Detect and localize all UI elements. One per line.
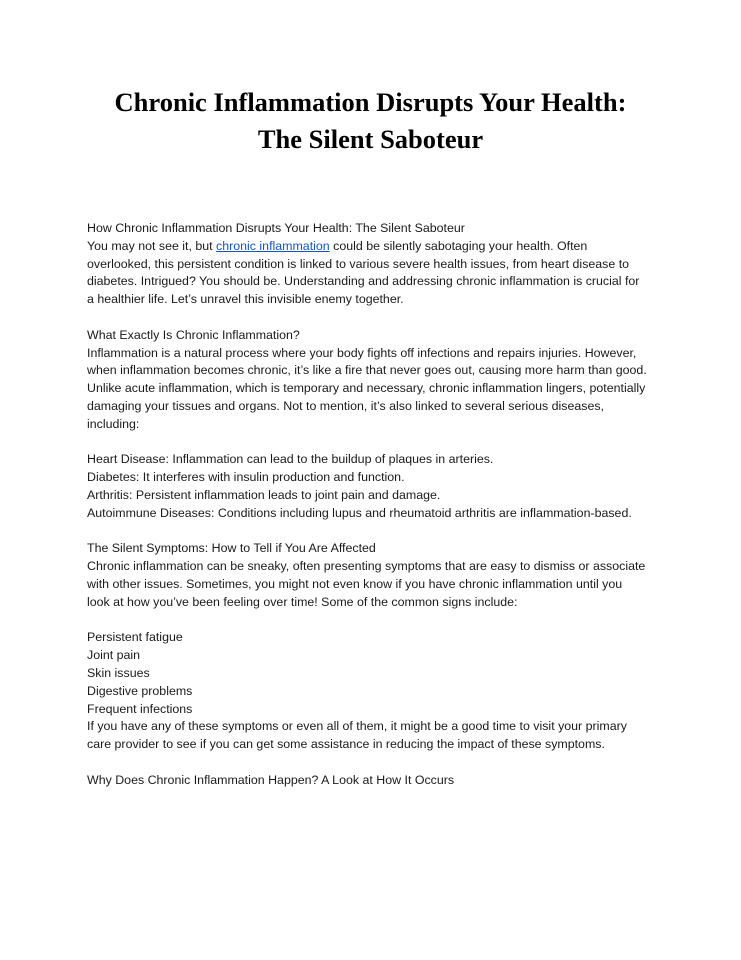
spacer <box>87 309 647 327</box>
title-line-1: Chronic Inflammation Disrupts Your Health: <box>114 87 627 117</box>
section1-paragraph: Inflammation is a natural process where your body fights off infections and repairs injuries. However, when inflammation becomes chronic, it’s like a fire that never goes out, causing more harm than good. Unlike acute inflammation, which is temporary and necessary, chronic inflammation lingers, potentially damaging your tissues and organs. Not to mention, it’s also linked to several serious diseases, including: <box>87 345 647 431</box>
spacer <box>87 434 647 452</box>
disease-item: Heart Disease: Inflammation can lead to the buildup of plaques in arteries. <box>87 452 494 467</box>
section3-heading: Why Does Chronic Inflammation Happen? A Look at How It Occurs <box>87 772 455 787</box>
symptom-item: Digestive problems <box>87 683 193 698</box>
chronic-inflammation-link[interactable]: chronic inflammation <box>216 238 330 253</box>
spacer <box>87 523 647 541</box>
symptom-item: Skin issues <box>87 665 150 680</box>
page-title <box>40 84 701 158</box>
intro-text-end: could be silently sabotaging your health. Often overlooked, this persistent condition is linked to various severe health issues, from heart disease to diabetes. Intrigued? You should be. Understanding and addressing chronic inflammation is crucial for a healthier life. Let’s unravel this invisible enemy together. <box>87 238 640 307</box>
intro-heading: How Chronic Inflammation Disrupts Your Health: The Silent Saboteur <box>87 221 465 235</box>
symptom-item: Frequent infections <box>87 701 193 716</box>
intro-paragraph <box>87 238 647 309</box>
symptom-item: Persistent fatigue <box>87 630 183 645</box>
document-body <box>87 220 647 790</box>
section2-heading: The Silent Symptoms: How to Tell if You Are Affected <box>87 541 376 556</box>
intro-text-start: You may not see it, but <box>87 238 217 253</box>
section2-followup: If you have any of these symptoms or even all of them, it might be a good time to visit your primary care provider to see if you can get some assistance in reducing the impact of these symptoms. <box>87 719 627 752</box>
symptom-item: Joint pain <box>87 648 141 663</box>
title-line-2: The Silent Saboteur <box>257 124 484 154</box>
spacer <box>87 612 647 630</box>
spacer <box>87 754 647 772</box>
disease-item: Diabetes: It interferes with insulin production and function. <box>87 470 405 485</box>
disease-item: Arthritis: Persistent inflammation leads to joint pain and damage. <box>87 487 441 502</box>
section2-paragraph: Chronic inflammation can be sneaky, often presenting symptoms that are easy to dismiss or associate with other issues. Sometimes, you might not even know if you have chronic inflammation until you look at how you’ve been feeling over time! Some of the common signs include: <box>87 559 646 609</box>
disease-item: Autoimmune Diseases: Conditions including lupus and rheumatoid arthritis are inflammation-based. <box>87 505 632 520</box>
section1-heading: What Exactly Is Chronic Inflammation? <box>87 327 300 342</box>
